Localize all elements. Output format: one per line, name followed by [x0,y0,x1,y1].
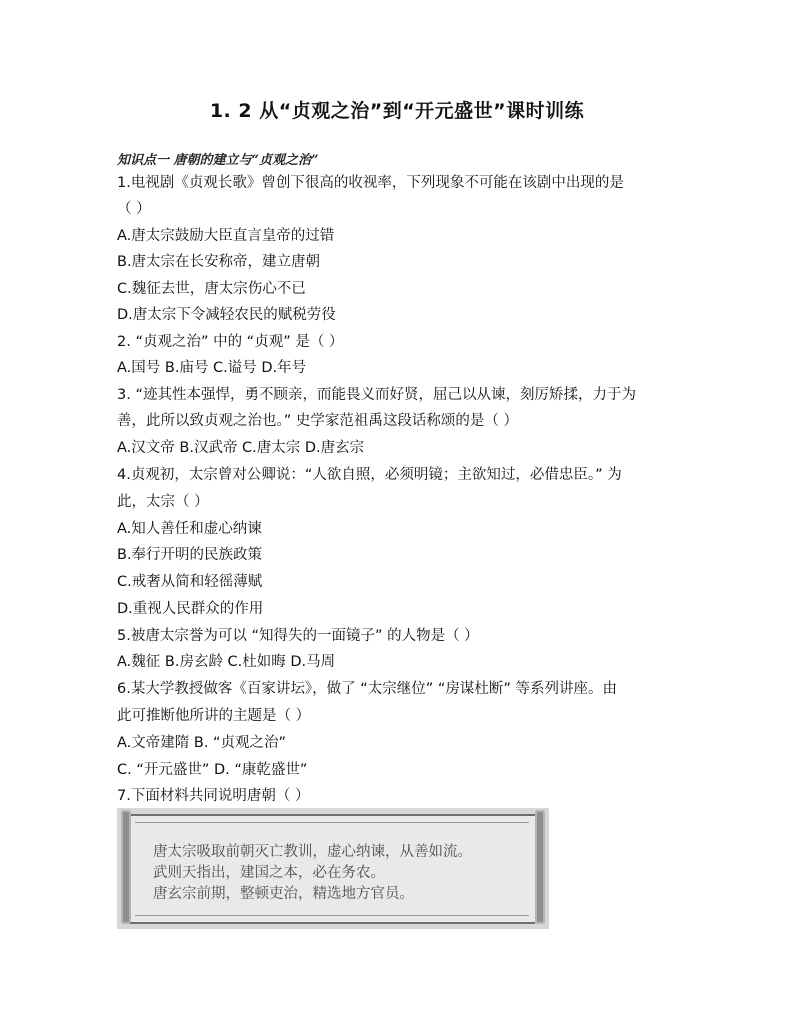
question-3-stem-line2: 善，此所以致贞观之治也。” 史学家范祖禹这段话称颂的是（ ） [117,413,518,429]
question-1-option-c: C.魏征去世，唐太宗伤心不已 [117,281,306,297]
scroll-line-3: 唐玄宗前期，整顿吏治，精选地方官员。 [153,886,414,902]
question-1-blank: （ ） [117,201,151,217]
scroll-rod-left [121,810,131,924]
question-4-option-b: B.奉行开明的民族政策 [117,547,263,563]
question-1-option-b: B.唐太宗在长安称帝，建立唐朝 [117,254,321,270]
question-4-stem-line2: 此，太宗（ ） [117,494,209,510]
material-scroll-image [117,808,549,929]
section-heading: 知识点一 唐朝的建立与“贞观之治” [117,153,319,168]
scroll-paper [129,814,535,924]
question-5-options: A.魏征 B.房玄龄 C.杜如晦 D.马周 [117,654,336,670]
question-1-stem: 1.电视剧《贞观长歌》曾创下很高的收视率，下列现象不可能在该剧中出现的是 [117,175,624,191]
question-2-options: A.国号 B.庙号 C.谥号 D.年号 [117,360,307,376]
question-2-stem: 2. “贞观之治” 中的 “贞观” 是（ ） [117,334,344,350]
scroll-line-1: 唐太宗吸取前朝灭亡教训，虚心纳谏，从善如流。 [153,844,472,860]
question-4-option-d: D.重视人民群众的作用 [117,601,264,617]
question-4-option-a: A.知人善任和虚心纳谏 [117,521,262,537]
scroll-rod-right [535,810,545,924]
question-3-stem-line1: 3. “迹其性本强悍，勇不顾亲，而能畏义而好贤，屈己以从谏，刻厉矫揉，力于为 [117,387,636,403]
question-7-stem: 7.下面材料共同说明唐朝（ ） [117,788,310,804]
question-6-options-ab: A.文帝建隋 B. “贞观之治” [117,735,287,751]
question-4-stem-line1: 4.贞观初，太宗曾对公卿说：“人欲自照，必须明镜；主欲知过，必借忠臣。” 为 [117,467,622,483]
question-4-option-c: C.戒奢从简和轻徭薄赋 [117,574,263,590]
question-3-options: A.汉文帝 B.汉武帝 C.唐太宗 D.唐玄宗 [117,440,365,456]
question-5-stem: 5.被唐太宗誉为可以 “知得失的一面镜子” 的人物是（ ） [117,628,479,644]
scroll-line-2: 武则天指出，建国之本，必在务农。 [153,865,385,881]
page-title: 1. 2 从“贞观之治”到“开元盛世”课时训练 [209,100,585,122]
question-1-option-a: A.唐太宗鼓励大臣直言皇帝的过错 [117,228,335,244]
question-6-stem-line2: 此可推断他所讲的主题是（ ） [117,708,311,724]
question-6-stem-line1: 6.某大学教授做客《百家讲坛》，做了 “太宗继位” “房谋杜断” 等系列讲座。由 [117,681,617,697]
question-6-options-cd: C. “开元盛世” D. “康乾盛世” [117,762,308,778]
question-1-option-d: D.唐太宗下令减轻农民的赋税劳役 [117,307,336,323]
